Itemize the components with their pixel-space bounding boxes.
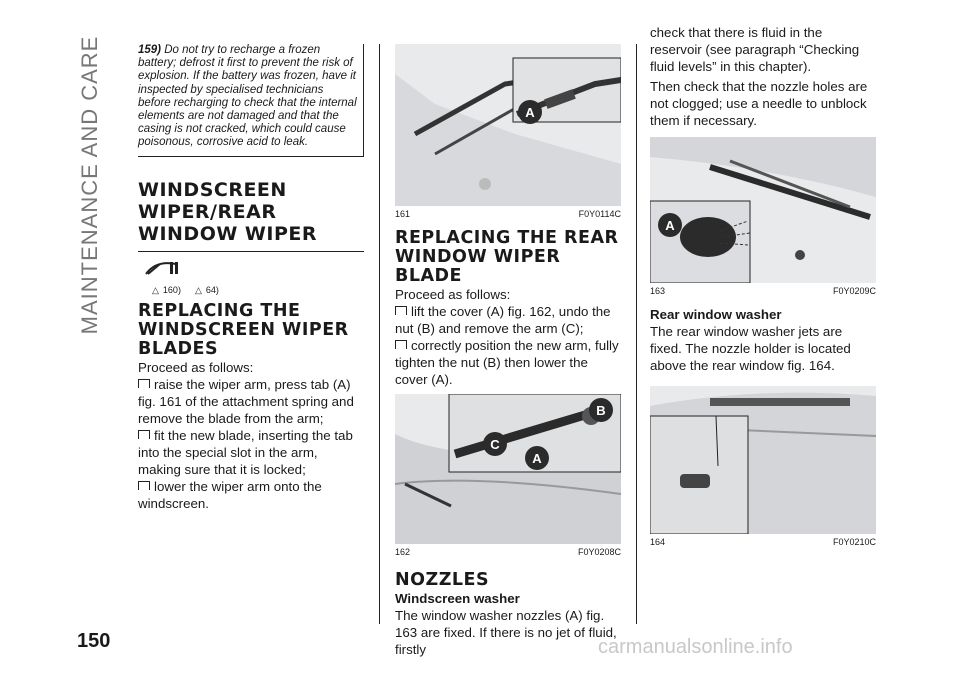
bullet-icon bbox=[138, 430, 150, 439]
caption-162: 162 F0Y0208C bbox=[395, 547, 621, 557]
ref-a: 160) bbox=[162, 285, 181, 296]
label-A: A bbox=[525, 105, 535, 120]
reference-icons bbox=[152, 285, 364, 296]
watermark: carmanualsonline.info bbox=[598, 636, 793, 658]
figure-164 bbox=[650, 386, 876, 534]
intro-2: Proceed as follows: bbox=[395, 287, 511, 302]
warning-triangle-icon: △ bbox=[152, 284, 159, 295]
column-divider-2 bbox=[636, 44, 637, 624]
caption-163: 163 F0Y0209C bbox=[650, 286, 876, 296]
side-section-title: MAINTENANCE AND CARE bbox=[77, 35, 102, 335]
heading-rule bbox=[138, 251, 364, 252]
nozzles-text: The window washer nozzles (A) fig. 163 are fixed. If there is no jet of fluid, firstly bbox=[395, 608, 617, 657]
bullet-icon bbox=[395, 340, 407, 349]
wiper-symbol-icon bbox=[142, 258, 364, 283]
warning-number: 159) bbox=[138, 44, 162, 56]
windscreen-washer-heading: Windscreen washer bbox=[395, 591, 520, 606]
sub-heading-windscreen: REPLACING THE WINDSCREEN WIPER BLADES bbox=[138, 300, 349, 359]
page-number: 150 bbox=[77, 630, 111, 652]
label-A3: A bbox=[665, 218, 675, 233]
intro-1: Proceed as follows: bbox=[138, 359, 254, 375]
nozzles-heading: NOZZLES bbox=[395, 570, 490, 590]
step-1-2: fit the new blade, inserting the tab into the special slot in the arm, making sure that it is locked; bbox=[138, 427, 353, 477]
column-3 bbox=[650, 24, 876, 547]
fluid-check-text: check that there is fluid in the reservoir (see paragraph “Checking fluid levels” in this chapter). bbox=[650, 25, 860, 74]
rear-washer-heading: Rear window washer bbox=[650, 307, 782, 322]
figure-162 bbox=[395, 394, 621, 544]
label-C: C bbox=[490, 437, 500, 452]
step-2-1: lift the cover (A) fig. 162, undo the nut (B) and remove the arm (C); bbox=[395, 304, 611, 336]
figure-161 bbox=[395, 44, 621, 206]
label-A2: A bbox=[532, 451, 542, 466]
bullet-icon bbox=[395, 306, 407, 315]
step-1-3: lower the wiper arm onto the windscreen. bbox=[138, 478, 322, 511]
caution-triangle-icon: △ bbox=[194, 284, 202, 295]
bullet-icon bbox=[138, 379, 150, 388]
nozzle-check-text: Then check that the nozzle holes are not clogged; use a needle to unblock them if necessary. bbox=[650, 79, 868, 128]
warning-text: Do not try to recharge a frozen battery; defrost it first to prevent the risk of explosion. If the battery was frozen, have it inspected by specialised technicians before recharging to check that the internal elements are not damaged and that the casing is not cracked, which could cause poisonous, corrosive acid to leak. bbox=[138, 44, 357, 149]
sub-heading-rear: REPLACING THE REAR WINDOW WIPER BLADE bbox=[395, 228, 619, 286]
caption-161: 161 F0Y0114C bbox=[395, 209, 621, 219]
column-2 bbox=[395, 44, 621, 658]
column-divider-1 bbox=[379, 44, 380, 624]
bullet-icon bbox=[138, 481, 150, 490]
caption-164: 164 F0Y0210C bbox=[650, 537, 876, 547]
column-1 bbox=[138, 44, 364, 512]
label-B: B bbox=[596, 403, 606, 418]
step-1-1: raise the wiper arm, press tab (A) fig. 161 of the attachment spring and remove the blade from the arm; bbox=[138, 376, 354, 426]
figure-163 bbox=[650, 137, 876, 283]
main-heading: WINDSCREEN WIPER/REAR WINDOW WIPER bbox=[138, 178, 317, 245]
warning-box bbox=[138, 44, 364, 157]
ref-b: 64) bbox=[205, 285, 219, 296]
step-2-2: correctly position the new arm, fully tighten the nut (B) then lower the cover (A). bbox=[395, 338, 619, 387]
rear-washer-text: The rear window washer jets are fixed. The nozzle holder is located above the rear window fig. 164. bbox=[650, 324, 851, 373]
